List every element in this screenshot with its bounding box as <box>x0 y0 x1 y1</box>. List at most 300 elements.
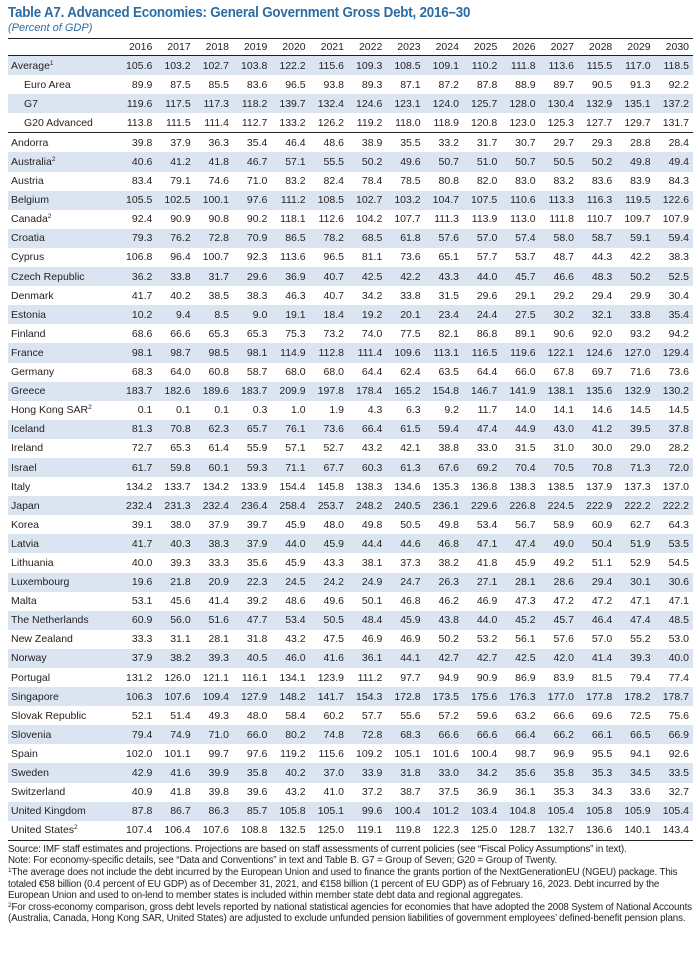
value-cell: 92.2 <box>668 78 689 91</box>
value-cell: 60.9 <box>591 518 613 531</box>
value-cell: 41.8 <box>170 786 191 799</box>
value-cell: 80.2 <box>271 725 309 744</box>
row-label <box>8 687 118 706</box>
value-cell: 111.8 <box>549 213 574 226</box>
value-cell: 79.3 <box>118 229 156 248</box>
value-cell: 29.9 <box>630 289 651 302</box>
value-cell: 137.9 <box>585 480 613 493</box>
table-row <box>8 802 693 821</box>
table-row <box>8 420 693 439</box>
value-cell: 36.9 <box>271 267 309 286</box>
value-cell: 60.8 <box>208 366 229 379</box>
value-cell: 70.8 <box>578 458 616 477</box>
row-label <box>8 496 118 515</box>
value-cell: 89.3 <box>361 78 383 91</box>
value-cell: 53.4 <box>271 611 309 630</box>
value-cell: 99.6 <box>348 802 386 821</box>
value-cell: 134.2 <box>126 480 153 493</box>
table-row <box>8 687 693 706</box>
value-cell: 0.3 <box>252 404 268 417</box>
table-row <box>8 821 693 841</box>
row-label-text: Sweden <box>11 767 49 780</box>
value-cell: 53.0 <box>668 633 689 646</box>
value-cell: 135.3 <box>432 480 459 493</box>
value-cell: 69.7 <box>591 366 613 379</box>
value-cell: 51.0 <box>463 152 501 171</box>
value-cell: 47.2 <box>591 595 613 608</box>
row-label-text: Malta <box>11 595 37 608</box>
value-cell: 109.1 <box>425 56 463 76</box>
table-row <box>8 343 693 362</box>
value-cell: 37.9 <box>118 649 156 668</box>
value-cell: 71.6 <box>630 366 651 379</box>
row-label-text: Australia <box>11 156 52 169</box>
value-cell: 86.7 <box>156 802 194 821</box>
value-cell: 57.7 <box>361 709 383 722</box>
value-cell: 41.6 <box>310 649 348 668</box>
value-cell: 40.6 <box>118 152 156 171</box>
value-cell: 154.3 <box>348 687 386 706</box>
footnote-2-text: For cross-economy comparison, gross debt levels reported by national statistical agencies for economies that have adopted the 2008 System of National Accounts (Australia, Canada, Hong Kong SAR, United States) are adjusted to exclude unfunded pension liabilities of government employees’ defined-benefit pension plans. <box>8 901 692 925</box>
value-cell: 138.5 <box>547 480 574 493</box>
value-cell: 29.3 <box>591 136 613 149</box>
value-cell: 30.7 <box>515 136 536 149</box>
source-note: Source: IMF staff estimates and projections. Projections are based on staff assessments of current policies (see “Fiscal Policy Assumptions” in text). <box>8 843 627 855</box>
value-cell: 96.5 <box>285 78 306 91</box>
value-cell: 118.1 <box>280 213 306 226</box>
value-cell: 38.2 <box>156 649 194 668</box>
value-cell: 86.8 <box>476 327 498 340</box>
value-cell: 48.5 <box>655 611 693 630</box>
value-cell: 34.2 <box>463 763 501 782</box>
value-cell: 66.6 <box>170 327 191 340</box>
value-cell: 117.0 <box>616 56 654 76</box>
value-cell: 31.0 <box>553 442 574 455</box>
value-cell: 74.6 <box>208 175 229 188</box>
row-label <box>8 248 118 267</box>
value-cell: 56.1 <box>515 633 536 646</box>
value-cell: 116.5 <box>463 343 501 362</box>
value-cell: 70.8 <box>156 420 194 439</box>
value-cell: 65.1 <box>438 251 459 264</box>
value-cell: 136.8 <box>471 480 498 493</box>
value-cell: 42.7 <box>463 649 501 668</box>
year-header: 2019 <box>233 39 271 56</box>
value-cell: 103.2 <box>386 191 424 210</box>
value-cell: 19.1 <box>271 305 309 324</box>
value-cell: 66.6 <box>463 725 501 744</box>
value-cell: 33.9 <box>348 763 386 782</box>
value-cell: 38.3 <box>246 289 268 302</box>
value-cell: 105.9 <box>616 802 654 821</box>
value-cell: 99.7 <box>208 747 229 760</box>
value-cell: 14.1 <box>553 404 574 417</box>
value-cell: 35.8 <box>540 763 578 782</box>
value-cell: 31.8 <box>386 763 424 782</box>
value-cell: 109.2 <box>356 747 383 760</box>
value-cell: 103.4 <box>463 802 501 821</box>
value-cell: 49.8 <box>616 152 654 171</box>
value-cell: 173.5 <box>425 687 463 706</box>
value-cell: 75.3 <box>285 327 306 340</box>
value-cell: 88.9 <box>515 78 536 91</box>
value-cell: 30.1 <box>616 573 654 592</box>
value-cell: 138.1 <box>540 382 578 401</box>
value-cell: 165.2 <box>386 382 424 401</box>
value-cell: 64.0 <box>170 366 191 379</box>
value-cell: 40.0 <box>131 556 153 569</box>
row-label-text: Euro Area <box>24 78 71 91</box>
value-cell: 87.1 <box>400 78 421 91</box>
value-cell: 112.7 <box>233 113 271 133</box>
row-label <box>8 286 118 305</box>
table-row <box>8 630 693 649</box>
row-label-text: Slovak Republic <box>11 709 87 722</box>
row-label-text: Finland <box>11 327 46 340</box>
value-cell: 131.2 <box>126 671 153 684</box>
value-cell: 90.5 <box>591 78 613 91</box>
row-label-text: Germany <box>11 366 55 379</box>
value-cell: 258.4 <box>271 496 309 515</box>
row-label-text: Switzerland <box>11 786 66 799</box>
value-cell: 38.9 <box>361 136 383 149</box>
value-cell: 89.7 <box>553 78 574 91</box>
value-cell: 47.1 <box>630 595 651 608</box>
value-cell: 189.6 <box>195 382 233 401</box>
table-row <box>8 477 693 496</box>
value-cell: 66.4 <box>348 420 386 439</box>
value-cell: 121.1 <box>202 671 229 684</box>
value-cell: 93.2 <box>630 327 651 340</box>
table-row <box>8 534 693 553</box>
value-cell: 38.1 <box>361 556 383 569</box>
value-cell: 44.9 <box>501 420 539 439</box>
value-cell: 31.5 <box>438 289 459 302</box>
value-cell: 24.4 <box>463 305 501 324</box>
value-cell: 39.6 <box>246 786 268 799</box>
row-label <box>8 75 118 94</box>
value-cell: 229.6 <box>463 496 501 515</box>
row-label-text: Hong Kong SAR <box>11 404 89 417</box>
value-cell: 47.1 <box>668 595 689 608</box>
value-cell: 53.7 <box>515 251 536 264</box>
value-cell: 24.2 <box>310 573 348 592</box>
value-cell: 47.1 <box>463 534 501 553</box>
value-cell: 51.1 <box>591 556 613 569</box>
value-cell: 154.8 <box>425 382 463 401</box>
value-cell: 44.1 <box>386 649 424 668</box>
value-cell: 68.0 <box>323 366 344 379</box>
value-cell: 141.7 <box>310 687 348 706</box>
value-cell: 64.3 <box>668 518 689 531</box>
value-cell: 97.6 <box>233 191 271 210</box>
value-cell: 137.2 <box>655 94 693 113</box>
row-label-text: Greece <box>11 385 46 398</box>
value-cell: 57.7 <box>476 251 498 264</box>
value-cell: 45.6 <box>170 595 191 608</box>
value-cell: 14.0 <box>515 404 536 417</box>
value-cell: 122.3 <box>425 821 463 841</box>
value-cell: 125.7 <box>463 94 501 113</box>
value-cell: 63.5 <box>438 366 459 379</box>
value-cell: 209.9 <box>271 382 309 401</box>
value-cell: 43.2 <box>285 786 306 799</box>
value-cell: 48.7 <box>553 251 574 264</box>
value-cell: 37.9 <box>208 518 229 531</box>
value-cell: 1.0 <box>291 404 306 417</box>
value-cell: 107.9 <box>662 213 689 226</box>
value-cell: 128.0 <box>501 94 539 113</box>
value-cell: 42.0 <box>540 649 578 668</box>
value-cell: 232.4 <box>118 496 156 515</box>
row-label <box>8 783 118 802</box>
value-cell: 124.0 <box>425 94 463 113</box>
value-cell: 71.3 <box>616 458 654 477</box>
value-cell: 41.2 <box>578 420 616 439</box>
value-cell: 28.1 <box>501 573 539 592</box>
row-label <box>8 592 118 611</box>
value-cell: 69.2 <box>463 458 501 477</box>
value-cell: 71.1 <box>271 458 309 477</box>
value-cell: 35.6 <box>501 763 539 782</box>
table-row <box>8 763 693 782</box>
value-cell: 148.2 <box>271 687 309 706</box>
value-cell: 114.9 <box>271 343 309 362</box>
row-label <box>8 191 118 210</box>
table-row <box>8 382 693 401</box>
value-cell: 119.1 <box>348 821 386 841</box>
value-cell: 232.4 <box>195 496 233 515</box>
value-cell: 236.1 <box>425 496 463 515</box>
value-cell: 38.3 <box>668 251 689 264</box>
value-cell: 33.8 <box>156 267 194 286</box>
value-cell: 35.6 <box>246 556 268 569</box>
value-cell: 52.7 <box>323 442 344 455</box>
value-cell: 83.6 <box>246 78 268 91</box>
value-cell: 73.6 <box>668 366 689 379</box>
value-cell: 33.5 <box>655 763 693 782</box>
value-cell: 143.4 <box>655 821 693 841</box>
value-cell: 51.6 <box>195 611 233 630</box>
value-cell: 28.1 <box>208 633 229 646</box>
value-cell: 101.6 <box>432 747 459 760</box>
value-cell: 33.6 <box>630 786 651 799</box>
value-cell: 49.0 <box>540 534 578 553</box>
value-cell: 22.3 <box>233 573 271 592</box>
value-cell: 130.2 <box>655 382 693 401</box>
value-cell: 124.6 <box>348 94 386 113</box>
row-label-text: Andorra <box>11 136 49 149</box>
value-cell: 29.4 <box>578 573 616 592</box>
value-cell: 106.3 <box>118 687 156 706</box>
row-label <box>8 458 118 477</box>
value-cell: 79.4 <box>118 725 156 744</box>
value-cell: 138.3 <box>356 480 383 493</box>
value-cell: 46.2 <box>438 595 459 608</box>
value-cell: 58.7 <box>246 366 268 379</box>
value-cell: 49.8 <box>361 518 383 531</box>
value-cell: 111.8 <box>501 56 539 76</box>
value-cell: 135.6 <box>578 382 616 401</box>
value-cell: 33.3 <box>131 633 153 646</box>
value-cell: 18.4 <box>310 305 348 324</box>
row-label <box>8 113 118 133</box>
table-row <box>8 267 693 286</box>
value-cell: 111.4 <box>195 113 233 133</box>
value-cell: 40.3 <box>156 534 194 553</box>
value-cell: 0.1 <box>176 404 191 417</box>
value-cell: 24.9 <box>348 573 386 592</box>
value-cell: 55.9 <box>246 442 268 455</box>
row-label <box>8 763 118 782</box>
row-label-text: Iceland <box>11 423 45 436</box>
value-cell: 109.3 <box>348 56 386 76</box>
footnote-1-text: The average does not include the debt incurred by the European Union and used to finance the grants portion of the NextGenerationEU (NGEU) package. This totaled €58 billion (0.4 percent of EU GDP) as of December 31, 2021, and €158 billion (1 percent of EU GDP) as of February 16, 2023. Debt incurred by the European Union and used to on-lend to member states is included within member state debt data and regional aggregates. <box>8 867 678 902</box>
value-cell: 40.7 <box>323 289 344 302</box>
value-cell: 133.2 <box>271 113 309 133</box>
value-cell: 85.5 <box>208 78 229 91</box>
value-cell: 105.5 <box>118 191 156 210</box>
value-cell: 113.3 <box>540 191 578 210</box>
row-label-text: G20 Advanced <box>24 116 93 129</box>
table-row <box>8 725 693 744</box>
value-cell: 27.5 <box>501 305 539 324</box>
value-cell: 92.3 <box>246 251 268 264</box>
value-cell: 66.0 <box>515 366 536 379</box>
value-cell: 118.9 <box>425 113 463 133</box>
value-cell: 111.4 <box>348 343 386 362</box>
value-cell: 96.5 <box>323 251 344 264</box>
value-cell: 178.2 <box>616 687 654 706</box>
value-cell: 124.6 <box>578 343 616 362</box>
value-cell: 111.3 <box>434 213 459 226</box>
value-cell: 222.9 <box>578 496 616 515</box>
value-cell: 59.4 <box>425 420 463 439</box>
value-cell: 39.5 <box>616 420 654 439</box>
value-cell: 127.7 <box>578 113 616 133</box>
value-cell: 93.8 <box>323 78 344 91</box>
value-cell: 46.0 <box>271 649 309 668</box>
value-cell: 72.7 <box>131 442 153 455</box>
row-label <box>8 267 118 286</box>
value-cell: 64.4 <box>476 366 498 379</box>
value-cell: 154.4 <box>279 480 306 493</box>
value-cell: 46.8 <box>425 534 463 553</box>
table-row <box>8 573 693 592</box>
table-row <box>8 305 693 324</box>
row-label-text: Estonia <box>11 308 47 321</box>
value-cell: 47.4 <box>463 420 501 439</box>
value-cell: 45.9 <box>310 534 348 553</box>
value-cell: 58.9 <box>553 518 574 531</box>
value-cell: 101.2 <box>425 802 463 821</box>
value-cell: 68.0 <box>285 366 306 379</box>
table-row <box>8 401 693 420</box>
value-cell: 145.8 <box>317 480 344 493</box>
value-cell: 37.3 <box>400 556 421 569</box>
value-cell: 62.4 <box>400 366 421 379</box>
value-cell: 82.1 <box>438 327 459 340</box>
row-label <box>8 821 118 841</box>
value-cell: 59.4 <box>655 229 693 248</box>
value-cell: 50.7 <box>501 152 539 171</box>
row-label <box>8 706 118 725</box>
value-cell: 44.0 <box>463 267 501 286</box>
value-cell: 100.4 <box>471 747 498 760</box>
value-cell: 46.9 <box>400 633 421 646</box>
value-cell: 91.3 <box>630 78 651 91</box>
value-cell: 30.6 <box>655 573 693 592</box>
value-cell: 177.0 <box>540 687 578 706</box>
value-cell: 100.4 <box>386 802 424 821</box>
value-cell: 134.1 <box>279 671 306 684</box>
value-cell: 111.2 <box>357 671 383 684</box>
table-row <box>8 363 693 382</box>
value-cell: 50.2 <box>616 267 654 286</box>
table-body <box>8 56 693 841</box>
value-cell: 253.7 <box>310 496 348 515</box>
row-label <box>8 649 118 668</box>
value-cell: 37.0 <box>310 763 348 782</box>
value-cell: 42.9 <box>118 763 156 782</box>
value-cell: 33.2 <box>438 136 459 149</box>
value-cell: 50.2 <box>348 152 386 171</box>
value-cell: 116.1 <box>241 671 268 684</box>
value-cell: 61.8 <box>386 229 424 248</box>
value-cell: 36.1 <box>348 649 386 668</box>
value-cell: 33.3 <box>208 556 229 569</box>
value-cell: 33.0 <box>425 763 463 782</box>
value-cell: 133.9 <box>241 480 268 493</box>
value-cell: 113.6 <box>280 251 306 264</box>
value-cell: 37.8 <box>655 420 693 439</box>
value-cell: 42.5 <box>348 267 386 286</box>
value-cell: 137.0 <box>662 480 689 493</box>
value-cell: 119.5 <box>616 191 654 210</box>
row-label <box>8 477 118 496</box>
row-label <box>8 611 118 630</box>
value-cell: 41.7 <box>131 289 153 302</box>
value-cell: 45.7 <box>501 267 539 286</box>
value-cell: 132.4 <box>310 94 348 113</box>
value-cell: 60.9 <box>118 611 156 630</box>
value-cell: 72.0 <box>655 458 693 477</box>
value-cell: 9.4 <box>156 305 194 324</box>
value-cell: 107.7 <box>394 213 421 226</box>
value-cell: 68.6 <box>131 327 153 340</box>
value-cell: 87.5 <box>170 78 191 91</box>
row-label <box>8 229 118 248</box>
table-row <box>8 458 693 477</box>
year-header: 2024 <box>425 39 463 56</box>
value-cell: 125.0 <box>310 821 348 841</box>
value-cell: 109.6 <box>386 343 424 362</box>
value-cell: 43.0 <box>540 420 578 439</box>
value-cell: 81.1 <box>361 251 383 264</box>
year-header: 2018 <box>195 39 233 56</box>
value-cell: 45.9 <box>515 556 536 569</box>
value-cell: 137.3 <box>624 480 651 493</box>
value-cell: 50.4 <box>578 534 616 553</box>
value-cell: 41.0 <box>323 786 344 799</box>
value-cell: 109.7 <box>624 213 651 226</box>
table-row <box>8 649 693 668</box>
year-header: 2023 <box>386 39 424 56</box>
value-cell: 58.7 <box>578 229 616 248</box>
row-label-text: Singapore <box>11 690 59 703</box>
value-cell: 83.4 <box>131 175 153 188</box>
value-cell: 101.1 <box>164 747 191 760</box>
